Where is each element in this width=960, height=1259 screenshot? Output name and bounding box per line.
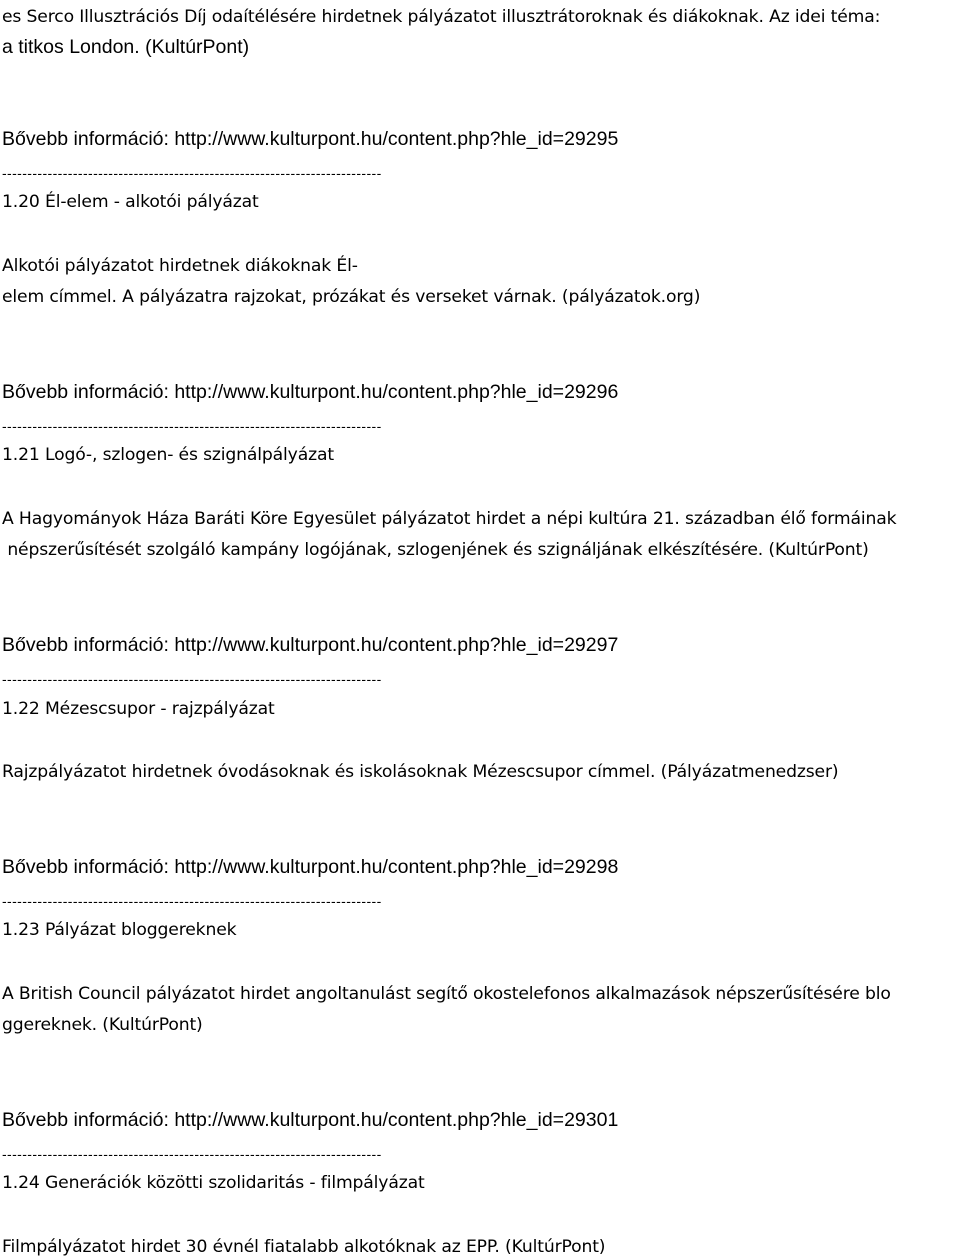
entry-heading: 1.20 Él-elem - alkotói pályázat [2, 192, 259, 212]
more-info-link[interactable]: Bővebb információ: http://www.kulturpont.hu/content.php?hle_id=29301 [2, 1109, 619, 1131]
entry-heading: 1.23 Pályázat bloggereknek [2, 920, 237, 940]
separator-line: --------------------------------------------------------------------------- [2, 165, 382, 181]
more-info-link[interactable]: Bővebb információ: http://www.kulturpont.hu/content.php?hle_id=29295 [2, 128, 619, 150]
entry-body-line: Filmpályázatot hirdet 30 évnél fiatalabb alkotóknak az EPP. (KultúrPont) [2, 1237, 606, 1257]
entry-body-line: elem címmel. A pályázatra rajzokat, prózákat és verseket várnak. (pályázatok.org) [2, 287, 701, 307]
more-info-link[interactable]: Bővebb információ: http://www.kulturpont.hu/content.php?hle_id=29296 [2, 381, 619, 403]
separator-line: --------------------------------------------------------------------------- [2, 418, 382, 434]
entry-heading: 1.22 Mézescsupor - rajzpályázat [2, 699, 275, 719]
entry-heading: 1.21 Logó-, szlogen- és szignálpályázat [2, 445, 334, 465]
entry-body-line: népszerűsítését szolgáló kampány logójának, szlogenjének és szignáljának elkészítésére. (KultúrPont) [2, 540, 869, 560]
entry-body-line: Alkotói pályázatot hirdetnek diákoknak Él- [2, 256, 358, 276]
entry-body-line: ggereknek. (KultúrPont) [2, 1015, 203, 1035]
entry-body-line: A British Council pályázatot hirdet angoltanulást segítő okostelefonos alkalmazások népszerűsítésére blo [2, 984, 891, 1004]
more-info-link[interactable]: Bővebb információ: http://www.kulturpont.hu/content.php?hle_id=29297 [2, 634, 619, 656]
more-info-link[interactable]: Bővebb információ: http://www.kulturpont.hu/content.php?hle_id=29298 [2, 856, 619, 878]
intro-text-line: es Serco Illusztrációs Díj odaítélésére hirdetnek pályázatot illusztrátoroknak és diákoknak. Az idei téma: [2, 7, 881, 27]
separator-line: --------------------------------------------------------------------------- [2, 1146, 382, 1162]
separator-line: --------------------------------------------------------------------------- [2, 893, 382, 909]
entry-body-line: A Hagyományok Háza Baráti Köre Egyesület pályázatot hirdet a népi kultúra 21. században élő formáinak [2, 509, 897, 529]
entry-body-line: Rajzpályázatot hirdetnek óvodásoknak és iskolásoknak Mézescsupor címmel. (Pályázatmenedzser) [2, 762, 839, 782]
separator-line: --------------------------------------------------------------------------- [2, 671, 382, 687]
intro-text-line: a titkos London. (KultúrPont) [2, 36, 250, 58]
entry-heading: 1.24 Generációk közötti szolidaritás - filmpályázat [2, 1173, 425, 1193]
